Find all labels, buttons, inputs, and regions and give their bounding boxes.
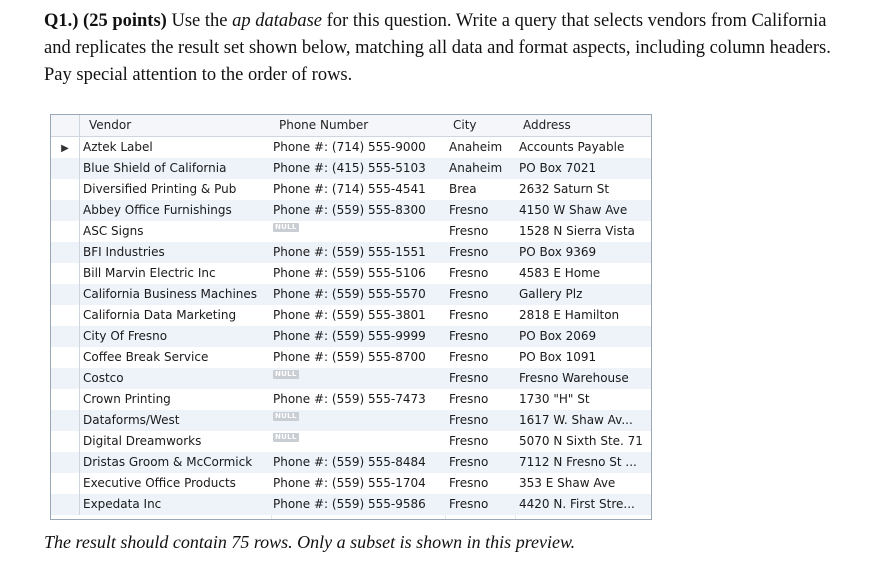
- row-indicator[interactable]: [51, 389, 80, 410]
- cell-address[interactable]: 1617 W. Shaw Av...: [519, 413, 633, 427]
- cell-address[interactable]: 4583 E Home: [519, 266, 601, 280]
- cell-vendor[interactable]: BFI Industries: [83, 245, 165, 259]
- cell-phone[interactable]: Phone #: (559) 555-1704: [273, 476, 426, 490]
- row-indicator[interactable]: [51, 473, 80, 494]
- cell-vendor[interactable]: Bill Marvin Electric Inc: [83, 266, 216, 280]
- preview-note: The result should contain 75 rows. Only a subset is shown in this preview.: [44, 532, 576, 552]
- table-row[interactable]: [51, 305, 651, 326]
- cell-phone[interactable]: Phone #: (559) 555-5570: [273, 287, 426, 301]
- cell-city[interactable]: Fresno: [449, 350, 489, 364]
- column-header-city[interactable]: City: [453, 118, 477, 132]
- table-row[interactable]: [51, 263, 651, 284]
- row-indicator[interactable]: [51, 452, 80, 473]
- cell-phone[interactable]: Phone #: (415) 555-5103: [273, 161, 426, 175]
- cell-address[interactable]: 5070 N Sixth Ste. 71: [519, 434, 643, 448]
- cell-city[interactable]: Fresno: [449, 476, 489, 490]
- cell-phone[interactable]: Phone #: (559) 555-7473: [273, 392, 426, 406]
- row-indicator[interactable]: [51, 200, 80, 221]
- cell-phone[interactable]: [273, 221, 443, 242]
- row-indicator-header: [51, 115, 80, 136]
- result-grid: [50, 114, 652, 520]
- cell-city[interactable]: Fresno: [449, 266, 489, 280]
- table-row[interactable]: [51, 452, 651, 473]
- cell-address[interactable]: 2818 E Hamilton: [519, 308, 620, 322]
- cell-vendor[interactable]: Digital Dreamworks: [83, 434, 202, 448]
- cell-vendor[interactable]: Executive Office Products: [83, 476, 236, 490]
- table-row[interactable]: [51, 410, 651, 431]
- cell-phone[interactable]: Phone #: (714) 555-9000: [273, 140, 426, 154]
- cell-city[interactable]: Fresno: [449, 203, 489, 217]
- cell-phone[interactable]: Phone #: (559) 555-3801: [273, 308, 426, 322]
- cell-phone[interactable]: Phone #: (559) 555-8700: [273, 350, 426, 364]
- row-indicator[interactable]: [51, 368, 80, 389]
- cell-vendor[interactable]: Diversified Printing & Pub: [83, 182, 237, 196]
- cell-city[interactable]: Anaheim: [449, 140, 503, 154]
- null-badge: NULL: [275, 433, 297, 441]
- cell-address[interactable]: PO Box 1091: [519, 350, 597, 364]
- table-row[interactable]: [51, 473, 651, 494]
- table-row[interactable]: [51, 179, 651, 200]
- cell-city[interactable]: Fresno: [449, 287, 489, 301]
- cell-address[interactable]: PO Box 9369: [519, 245, 597, 259]
- row-indicator[interactable]: [51, 326, 80, 347]
- null-badge: NULL: [275, 223, 297, 231]
- cell-address[interactable]: 4420 N. First Stre...: [519, 497, 635, 511]
- table-row[interactable]: [51, 200, 651, 221]
- row-indicator[interactable]: [51, 494, 80, 515]
- table-row[interactable]: [51, 431, 651, 452]
- cell-address[interactable]: Gallery Plz: [519, 287, 583, 301]
- cell-address[interactable]: 353 E Shaw Ave: [519, 476, 616, 490]
- cell-address[interactable]: Accounts Payable: [519, 140, 625, 154]
- cell-vendor[interactable]: Blue Shield of California: [83, 161, 227, 175]
- grid-header-row: [51, 115, 651, 137]
- cell-city[interactable]: Fresno: [449, 455, 489, 469]
- cell-phone[interactable]: Phone #: (559) 555-8484: [273, 455, 426, 469]
- column-header-phone[interactable]: Phone Number: [279, 118, 369, 132]
- cell-vendor[interactable]: Dataforms/West: [83, 413, 180, 427]
- cell-city[interactable]: Brea: [449, 182, 477, 196]
- table-row[interactable]: [51, 242, 651, 263]
- row-indicator[interactable]: [51, 305, 80, 326]
- row-indicator[interactable]: [51, 431, 80, 452]
- cell-city[interactable]: Fresno: [449, 392, 489, 406]
- cell-vendor[interactable]: California Business Machines: [83, 287, 258, 301]
- cell-city[interactable]: Fresno: [449, 308, 489, 322]
- table-row[interactable]: [51, 284, 651, 305]
- cell-phone[interactable]: Phone #: (559) 555-5106: [273, 266, 426, 280]
- null-badge: NULL: [275, 370, 297, 378]
- question-label: Q1.) (25 points): [44, 11, 167, 31]
- cell-city[interactable]: Fresno: [449, 413, 489, 427]
- row-indicator[interactable]: [51, 263, 80, 284]
- cell-phone[interactable]: Phone #: (559) 555-1551: [273, 245, 426, 259]
- table-row[interactable]: [51, 494, 651, 515]
- column-header-vendor[interactable]: Vendor: [89, 118, 132, 132]
- cell-city[interactable]: Fresno: [449, 329, 489, 343]
- cell-address[interactable]: PO Box 2069: [519, 329, 597, 343]
- row-indicator[interactable]: [51, 221, 80, 242]
- cell-city[interactable]: Fresno: [449, 434, 489, 448]
- question-db-name: ap database: [232, 11, 323, 31]
- cell-phone[interactable]: Phone #: (559) 555-9586: [273, 497, 426, 511]
- cell-phone[interactable]: [273, 368, 443, 389]
- cell-address[interactable]: 1528 N Sierra Vista: [519, 224, 635, 238]
- question-text-after: for this question. Write a query that selects vendors from California and replicates the result set shown below, matching all data and format aspects, including column headers. Pay special attention to the order of rows.: [44, 11, 831, 85]
- cell-city[interactable]: Anaheim: [449, 161, 503, 175]
- row-indicator[interactable]: [51, 158, 80, 179]
- question-text-before: Use the: [171, 11, 228, 31]
- cell-phone[interactable]: Phone #: (559) 555-9999: [273, 329, 426, 343]
- current-row-arrow-icon: ▶: [61, 143, 69, 154]
- null-badge: NULL: [275, 412, 297, 420]
- cell-vendor[interactable]: Aztek Label: [83, 140, 153, 154]
- cell-phone[interactable]: Phone #: (559) 555-8300: [273, 203, 426, 217]
- row-indicator[interactable]: [51, 179, 80, 200]
- cell-vendor[interactable]: Dristas Groom & McCormick: [83, 455, 253, 469]
- cell-vendor[interactable]: Crown Printing: [83, 392, 171, 406]
- cell-address[interactable]: Fresno Warehouse: [519, 371, 629, 385]
- cell-city[interactable]: Fresno: [449, 224, 489, 238]
- table-row[interactable]: [51, 326, 651, 347]
- table-row[interactable]: [51, 158, 651, 179]
- cell-phone[interactable]: [273, 410, 443, 431]
- cell-address[interactable]: 4150 W Shaw Ave: [519, 203, 628, 217]
- row-indicator[interactable]: [51, 410, 80, 431]
- cell-city[interactable]: Fresno: [449, 245, 489, 259]
- table-row[interactable]: [51, 221, 651, 242]
- cell-vendor[interactable]: Coffee Break Service: [83, 350, 209, 364]
- cell-phone[interactable]: [273, 431, 443, 452]
- cell-phone[interactable]: Phone #: (714) 555-4541: [273, 182, 426, 196]
- grid-body: [51, 137, 651, 515]
- cell-vendor[interactable]: ASC Signs: [83, 224, 144, 238]
- row-indicator[interactable]: [51, 347, 80, 368]
- cell-address[interactable]: 2632 Saturn St: [519, 182, 610, 196]
- question-text: [44, 8, 844, 89]
- table-row[interactable]: [51, 347, 651, 368]
- cell-city[interactable]: Fresno: [449, 371, 489, 385]
- column-header-address[interactable]: Address: [523, 118, 571, 132]
- table-row[interactable]: [51, 389, 651, 410]
- cell-address[interactable]: 7112 N Fresno St ...: [519, 455, 637, 469]
- row-indicator[interactable]: [51, 137, 80, 158]
- cell-vendor[interactable]: City Of Fresno: [83, 329, 168, 343]
- cell-vendor[interactable]: Expedata Inc: [83, 497, 162, 511]
- cell-vendor[interactable]: California Data Marketing: [83, 308, 237, 322]
- table-row[interactable]: [51, 368, 651, 389]
- cell-vendor[interactable]: Costco: [83, 371, 124, 385]
- table-row[interactable]: [51, 137, 651, 158]
- cell-vendor[interactable]: Abbey Office Furnishings: [83, 203, 232, 217]
- row-indicator[interactable]: [51, 242, 80, 263]
- cell-address[interactable]: PO Box 7021: [519, 161, 597, 175]
- cell-city[interactable]: Fresno: [449, 497, 489, 511]
- cell-address[interactable]: 1730 "H" St: [519, 392, 590, 406]
- row-indicator[interactable]: [51, 284, 80, 305]
